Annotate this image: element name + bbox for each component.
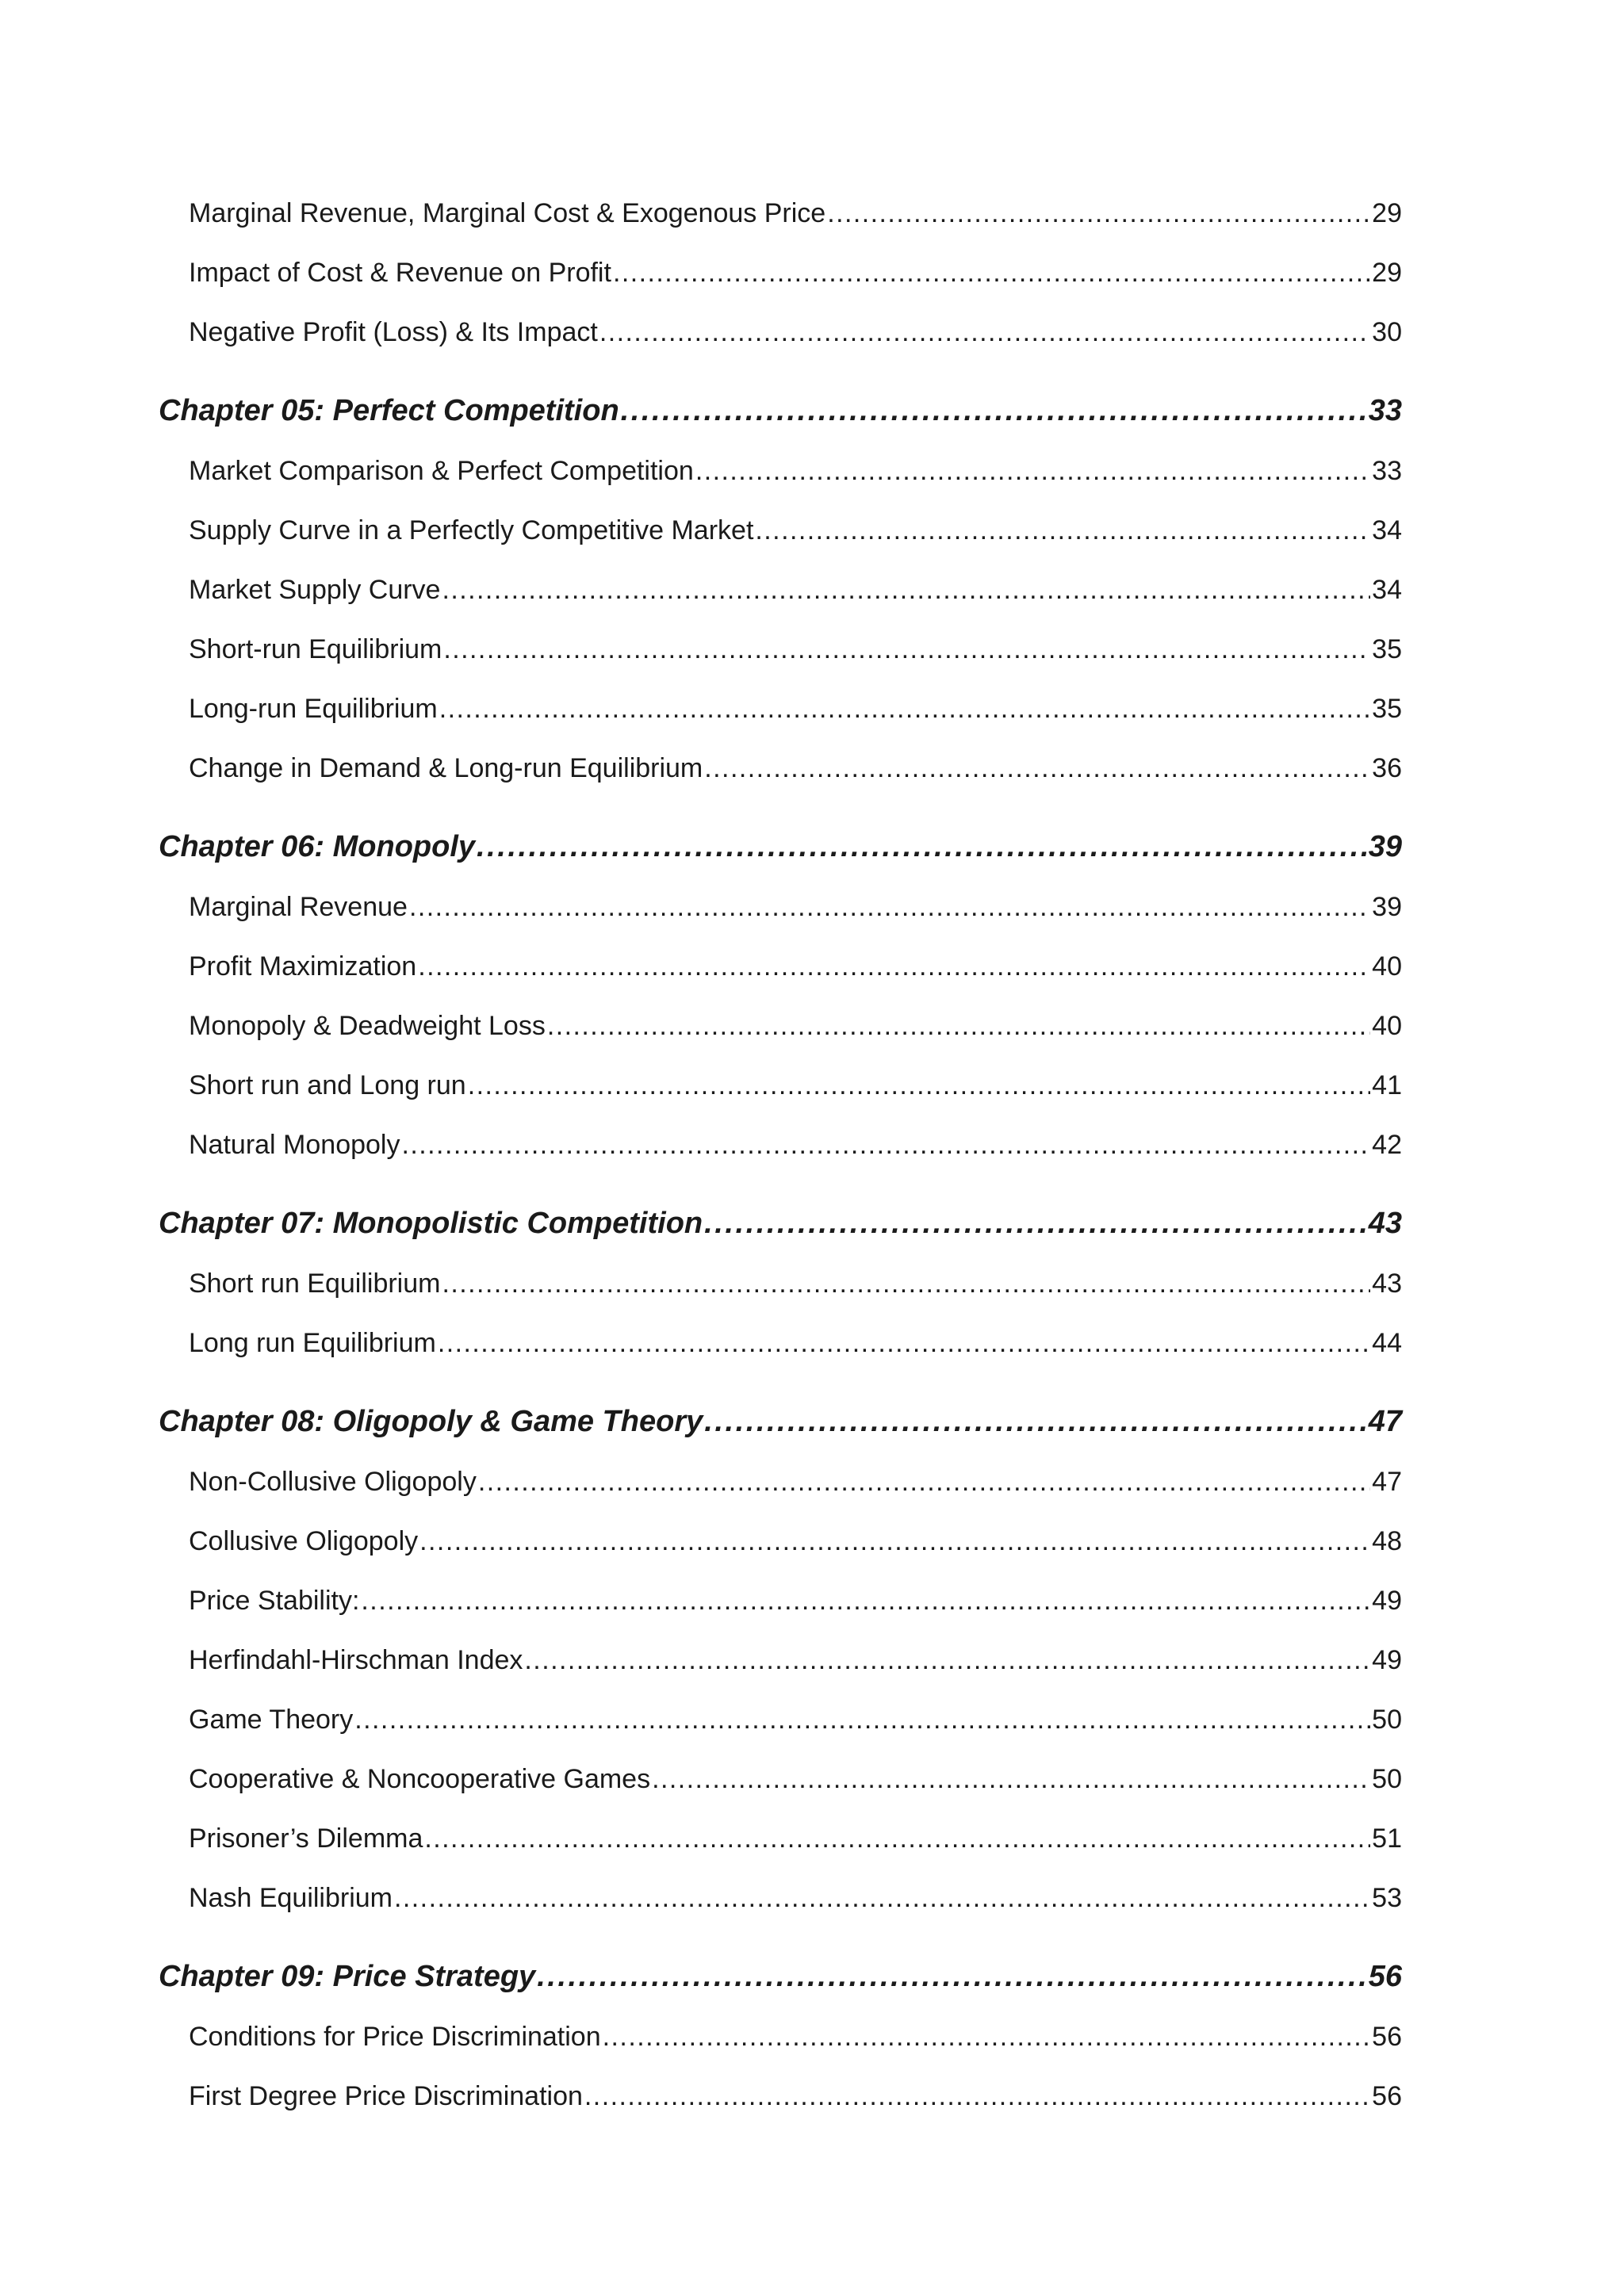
toc-section-entry[interactable]	[189, 198, 1402, 229]
toc-section-entry[interactable]	[189, 1645, 1402, 1676]
dot-leader	[394, 1883, 1370, 1914]
toc-section-entry[interactable]	[189, 951, 1402, 982]
toc-chapter-entry[interactable]	[159, 1405, 1402, 1439]
dot-leader	[603, 2022, 1371, 2053]
toc-entry-title: Change in Demand & Long-run Equilibrium	[189, 753, 703, 783]
toc-entry-title: Nash Equilibrium	[189, 1883, 393, 1913]
toc-page-number: 43	[1368, 1207, 1402, 1240]
toc-page-number: 34	[1372, 515, 1402, 545]
toc-section-entry[interactable]	[189, 1764, 1402, 1795]
dot-leader	[419, 1526, 1370, 1557]
toc-page-number: 56	[1372, 2081, 1402, 2111]
toc-section-entry[interactable]	[189, 456, 1402, 487]
dot-leader	[652, 1764, 1370, 1795]
toc-chapter-entry[interactable]	[159, 1207, 1402, 1241]
toc-page-number: 39	[1372, 892, 1402, 922]
toc-entry-title: Impact of Cost & Revenue on Profit	[189, 258, 611, 288]
toc-page-number: 56	[1372, 2022, 1402, 2052]
toc-page-number: 49	[1372, 1645, 1402, 1675]
dot-leader	[613, 258, 1370, 289]
toc-section-entry[interactable]	[189, 515, 1402, 546]
toc-page-number: 44	[1372, 1328, 1402, 1358]
toc-entry-title: Marginal Revenue, Marginal Cost & Exogenous Price	[189, 198, 826, 228]
dot-leader	[547, 1011, 1370, 1042]
toc-page-number: 40	[1372, 951, 1402, 982]
dot-leader	[468, 1070, 1370, 1101]
dot-leader	[438, 1328, 1370, 1359]
toc-page-number: 50	[1372, 1764, 1402, 1794]
toc-section-entry[interactable]	[189, 317, 1402, 348]
dot-leader	[621, 394, 1367, 428]
dot-leader	[401, 1130, 1370, 1161]
toc-section-entry[interactable]	[189, 1823, 1402, 1854]
dot-leader	[354, 1705, 1370, 1735]
toc-chapter-entry[interactable]	[159, 394, 1402, 428]
toc-page-number: 41	[1372, 1070, 1402, 1100]
toc-section-entry[interactable]	[189, 1467, 1402, 1498]
toc-page-number: 29	[1372, 198, 1402, 228]
dot-leader	[524, 1645, 1370, 1676]
toc-entry-title: Chapter 06: Monopoly	[159, 830, 476, 863]
dot-leader	[424, 1823, 1370, 1854]
toc-page-number: 29	[1372, 258, 1402, 288]
dot-leader	[755, 515, 1370, 546]
dot-leader	[704, 1405, 1366, 1439]
dot-leader	[478, 1467, 1370, 1498]
dot-leader	[442, 575, 1370, 606]
toc-entry-title: Long run Equilibrium	[189, 1328, 436, 1358]
toc-page-number: 33	[1368, 394, 1402, 427]
toc-entry-title: Herfindahl-Hirschman Index	[189, 1645, 523, 1675]
toc-entry-title: Profit Maximization	[189, 951, 417, 982]
toc-page-number: 49	[1372, 1586, 1402, 1616]
dot-leader	[442, 1269, 1370, 1299]
dot-leader	[537, 1960, 1367, 1994]
toc-page-number: 35	[1372, 634, 1402, 664]
toc-page-number: 51	[1372, 1823, 1402, 1854]
toc-entry-title: Non-Collusive Oligopoly	[189, 1467, 477, 1497]
toc-section-entry[interactable]	[189, 694, 1402, 725]
toc-chapter-entry[interactable]	[159, 830, 1402, 864]
toc-entry-title: Price Stability:	[189, 1586, 360, 1616]
toc-section-entry[interactable]	[189, 1269, 1402, 1299]
toc-entry-title: Monopoly & Deadweight Loss	[189, 1011, 546, 1041]
dot-leader	[599, 317, 1370, 348]
toc-entry-title: Short run and Long run	[189, 1070, 466, 1100]
dot-leader	[477, 830, 1367, 864]
toc-entry-title: Short run Equilibrium	[189, 1269, 441, 1299]
dot-leader	[704, 753, 1370, 784]
dot-leader	[361, 1586, 1370, 1617]
toc-entry-title: Market Comparison & Perfect Competition	[189, 456, 694, 486]
toc-page-number: 36	[1372, 753, 1402, 783]
toc-entry-title: Chapter 07: Monopolistic Competition	[159, 1207, 703, 1240]
toc-entry-title: Marginal Revenue	[189, 892, 408, 922]
toc-page-number: 40	[1372, 1011, 1402, 1041]
toc-page-number: 39	[1368, 830, 1402, 863]
toc-page-number: 53	[1372, 1883, 1402, 1913]
toc-page-number: 35	[1372, 694, 1402, 724]
toc-page-number: 56	[1368, 1960, 1402, 1993]
toc-entry-title: Chapter 08: Oligopoly & Game Theory	[159, 1405, 703, 1438]
dot-leader	[584, 2081, 1370, 2112]
dot-leader	[443, 634, 1370, 665]
toc-entry-title: First Degree Price Discrimination	[189, 2081, 583, 2111]
toc-section-entry[interactable]	[189, 2022, 1402, 2053]
toc-page-number: 47	[1368, 1405, 1402, 1438]
toc-section-entry[interactable]	[189, 1883, 1402, 1914]
toc-section-entry[interactable]	[189, 1070, 1402, 1101]
toc-entry-title: Short-run Equilibrium	[189, 634, 442, 664]
toc-entry-title: Market Supply Curve	[189, 575, 441, 605]
toc-entry-title: Collusive Oligopoly	[189, 1526, 419, 1556]
toc-entry-title: Prisoner’s Dilemma	[189, 1823, 423, 1854]
dot-leader	[695, 456, 1370, 487]
toc-entry-title: Game Theory	[189, 1705, 354, 1735]
dot-leader	[827, 198, 1370, 229]
toc-section-entry[interactable]	[189, 2081, 1402, 2112]
toc-page-number: 47	[1372, 1467, 1402, 1497]
toc-page-number: 43	[1372, 1269, 1402, 1299]
toc-section-entry[interactable]	[189, 753, 1402, 784]
toc-section-entry[interactable]	[189, 1328, 1402, 1359]
toc-section-entry[interactable]	[189, 575, 1402, 606]
toc-entry-title: Negative Profit (Loss) & Its Impact	[189, 317, 598, 347]
toc-section-entry[interactable]	[189, 1130, 1402, 1161]
toc-section-entry[interactable]	[189, 1705, 1402, 1735]
toc-entry-title: Long-run Equilibrium	[189, 694, 438, 724]
toc-page-number: 50	[1372, 1705, 1402, 1735]
toc-entry-title: Natural Monopoly	[189, 1130, 400, 1160]
toc-entry-title: Supply Curve in a Perfectly Competitive Market	[189, 515, 754, 545]
toc-entry-title: Cooperative & Noncooperative Games	[189, 1764, 651, 1794]
toc-page-number: 30	[1372, 317, 1402, 347]
toc-section-entry[interactable]	[189, 1526, 1402, 1557]
toc-entry-title: Chapter 05: Perfect Competition	[159, 394, 619, 427]
toc-section-entry[interactable]	[189, 1011, 1402, 1042]
dot-leader	[418, 951, 1370, 982]
toc-page-number: 33	[1372, 456, 1402, 486]
dot-leader	[439, 694, 1370, 725]
toc-section-entry[interactable]	[189, 634, 1402, 665]
toc-page-number: 48	[1372, 1526, 1402, 1556]
toc-entry-title: Conditions for Price Discrimination	[189, 2022, 601, 2052]
toc-section-entry[interactable]	[189, 258, 1402, 289]
toc-section-entry[interactable]	[189, 1586, 1402, 1617]
toc-page-number: 42	[1372, 1130, 1402, 1160]
toc-page-number: 34	[1372, 575, 1402, 605]
toc-entry-title: Chapter 09: Price Strategy	[159, 1960, 536, 1993]
toc-section-entry[interactable]	[189, 892, 1402, 923]
dot-leader	[409, 892, 1370, 923]
dot-leader	[704, 1207, 1367, 1241]
toc-chapter-entry[interactable]	[159, 1960, 1402, 1994]
